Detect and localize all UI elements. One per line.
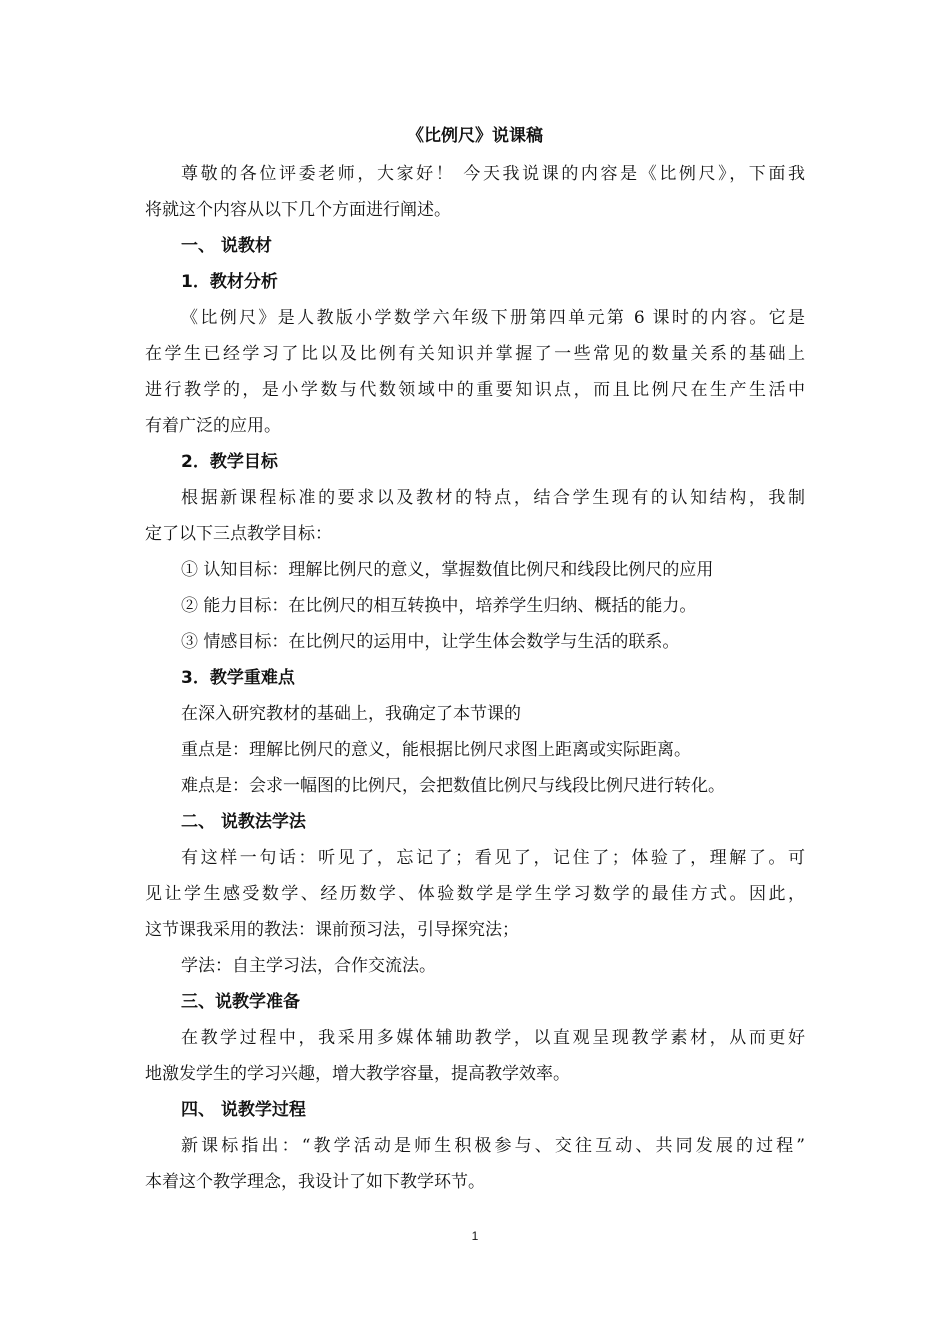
paragraph-line: 见让学生感受数学、经历数学、体验数学是学生学习数学的最佳方式。因此， <box>145 884 805 904</box>
paragraph-line: 定了以下三点教学目标： <box>145 524 332 544</box>
list-item: ① 认知目标：理解比例尺的意义，掌握数值比例尺和线段比例尺的应用 <box>181 560 714 580</box>
paragraph-line: 有着广泛的应用。 <box>145 416 281 436</box>
subsection-heading: 2．教学目标 <box>181 452 278 472</box>
subsection-heading: 1．教材分析 <box>181 272 278 292</box>
paragraph-line: 在教学过程中，我采用多媒体辅助教学，以直观呈现教学素材，从而更好 <box>181 1028 805 1048</box>
paragraph-line: 有这样一句话：听见了，忘记了；看见了，记住了；体验了，理解了。可 <box>181 848 805 868</box>
paragraph-line: 重点是：理解比例尺的意义，能根据比例尺求图上距离或实际距离。 <box>181 740 691 760</box>
page-number: 1 <box>471 1229 479 1243</box>
paragraph-line: 本着这个教学理念，我设计了如下教学环节。 <box>145 1172 485 1192</box>
paragraph-line: 在学生已经学习了比以及比例有关知识并掌握了一些常见的数量关系的基础上 <box>145 344 805 364</box>
paragraph-line: 在深入研究教材的基础上，我确定了本节课的 <box>181 704 521 724</box>
paragraph-line: 将就这个内容从以下几个方面进行阐述。 <box>145 200 451 220</box>
section-heading: 一、 说教材 <box>181 236 272 256</box>
paragraph-line: 《比例尺》是人教版小学数学六年级下册第四单元第 6 课时的内容。它是 <box>181 308 805 328</box>
paragraph-line: 尊敬的各位评委老师，大家好！ 今天我说课的内容是《比例尺》，下面我 <box>181 164 805 184</box>
paragraph-line: 地激发学生的学习兴趣，增大教学容量，提高教学效率。 <box>145 1064 570 1084</box>
paragraph-line: 根据新课程标准的要求以及教材的特点，结合学生现有的认知结构，我制 <box>181 488 805 508</box>
section-heading: 四、 说教学过程 <box>181 1100 306 1120</box>
paragraph-line: 新课标指出：“教学活动是师生积极参与、交往互动、共同发展的过程” <box>181 1136 805 1156</box>
document-title: 《比例尺》说课稿 <box>407 126 543 146</box>
paragraph-line: 进行教学的，是小学数与代数领域中的重要知识点，而且比例尺在生产生活中 <box>145 380 805 400</box>
paragraph-line: 这节课我采用的教法：课前预习法，引导探究法； <box>145 920 519 940</box>
paragraph-line: 学法：自主学习法，合作交流法。 <box>181 956 436 976</box>
section-heading: 二、 说教法学法 <box>181 812 306 832</box>
list-item: ③ 情感目标：在比例尺的运用中，让学生体会数学与生活的联系。 <box>181 632 680 652</box>
section-heading: 三、说教学准备 <box>181 992 300 1012</box>
list-item: ② 能力目标：在比例尺的相互转换中，培养学生归纳、概括的能力。 <box>181 596 697 616</box>
subsection-heading: 3．教学重难点 <box>181 668 295 688</box>
paragraph-line: 难点是：会求一幅图的比例尺，会把数值比例尺与线段比例尺进行转化。 <box>181 776 725 796</box>
